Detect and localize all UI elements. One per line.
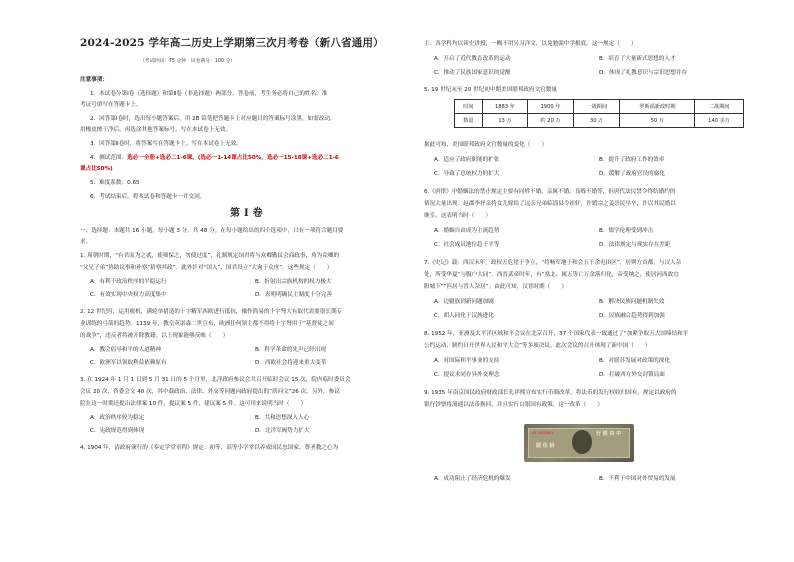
q6-stem-3: 继室。这表明当时（ ） <box>424 213 492 219</box>
q6-option-a[interactable]: A．婚姻自由成为主流趋势 <box>434 228 500 234</box>
q9-stem-2: 银行钞票将流通以法币换回，并且实行白银国有政策。这一改革（ ） <box>424 402 604 408</box>
note-4b: 课占比50%) <box>80 166 113 172</box>
q7-stem-2: 处，所受华夏“与腹户大同”。西晋武帝时年，有“塞北、属五等亡万余落归化，帝受纳之，使居河西故宜 <box>424 272 679 278</box>
q9-option-a[interactable]: A．成功阻止了经济危机的爆发 <box>434 476 511 482</box>
exam-subtitle: （考试时间：75 分钟 试卷满分：100 分） <box>140 59 236 64</box>
section-intro-1: 一、选择题：本题共 16 小题，每小题 3 分，共 48 分。在每小题给出的四个选项中，只有一项符合题目要 <box>80 228 344 234</box>
q1-option-b[interactable]: B．折射出宗族机构的权力极大 <box>255 279 332 285</box>
q9-stem-1: 9. 1935 年南京国民政府财政部长孔祥熙宣布实行币制改革，将法币的发行权收归国有，规定以政府的 <box>424 390 677 396</box>
table-row <box>455 114 744 128</box>
table-cell: 二战期间 <box>695 100 744 114</box>
q2-option-c[interactable]: C．欧洲军以领取利益依赖原有 <box>90 360 167 366</box>
q5-table <box>454 99 744 128</box>
note-5: 5．难度系数：0.65 <box>90 180 140 186</box>
q3-stem-3: 院在这一时期还提出法律案 10 件，提议案 5 件，建议案 5 件。这可用来说明当时（ ） <box>80 401 307 407</box>
q5-stem-2: 据此可知，美国联邦政府文官数量的变化（ ） <box>424 142 548 148</box>
q4-option-d[interactable]: D．体现了礼教意识与宗旧思想并存 <box>599 70 688 76</box>
q1-option-a[interactable]: A．有利于政治秩序的平稳运行 <box>90 279 167 285</box>
q5-option-d[interactable]: D．缓解了政府官员的腐化 <box>599 171 665 177</box>
q8-option-c[interactable]: C．提议求同存异外交理念 <box>434 372 500 378</box>
q3-stem-2: 会议 20 次，咨委会文 40 次，其中载政治、法律、外交等问题向政府提出的“质问文”26 次。另外，参议 <box>80 389 340 395</box>
q3-option-b[interactable]: B．共和思想深入人心 <box>255 415 310 421</box>
q4-option-c[interactable]: C．推动了民族国家意识的觉醒 <box>434 70 511 76</box>
q6-option-b[interactable]: B．儒学伦理受到冲击 <box>599 228 654 234</box>
table-cell: 约 20 万 <box>528 114 574 128</box>
note-1a: 1．本试卷分第Ⅰ卷（选择题）和第Ⅱ卷（非选择题）两部分。答卷前，考生务必将自己的姓名、准 <box>90 91 328 97</box>
q2-stem-1: 2. 12 世纪时，运用税机，满轮举措造的十字精军西欧进行抵抗，操作简易的十字弩大有取代需要很长期专 <box>80 309 343 315</box>
q5-option-a[interactable]: A．适应了政府职能的扩张 <box>434 157 500 163</box>
q7-option-a[interactable]: A．边疆族到新问题加剧 <box>434 299 494 305</box>
table-cell: 30 万 <box>573 114 620 128</box>
q5-option-b[interactable]: B．提升了政府工作的效率 <box>599 157 665 163</box>
q4-stem-1: 4. 1904 年，清政府颁行的《奏定学堂章程》规定：初等、高等小学堂以养成国民忠国家、尊圣教之心为 <box>80 445 339 451</box>
q6-option-c[interactable]: C．社会成员地位趋于平等 <box>434 242 500 248</box>
q3-option-c[interactable]: C．宪政规范得到体现 <box>90 428 145 434</box>
q2-stem-2: 业训练的弓箭的趋势。1139 年，教皇英诺森二世宣布，欧洲任何领主都不得将十字弩用于“基督徒之间 <box>80 321 334 327</box>
q2-option-d[interactable]: D．西欧社会将迎来重大变革 <box>255 360 327 366</box>
q4-option-b[interactable]: B．培育了大量新式思想的人才 <box>599 56 676 62</box>
banknote-bank-name: 行 银 央 中 <box>596 431 622 437</box>
note-2a: 2．回答第Ⅰ卷时，选出每小题答案后，用 2B 铅笔把答题卡上对应题目的答案标号涂黑。如需改动， <box>90 116 336 122</box>
q7-option-b[interactable]: B．解决民族问题机制失效 <box>599 299 665 305</box>
q1-option-d[interactable]: D．表明明确民主制度十分完善 <box>255 292 333 298</box>
table-cell: 1883 年 <box>482 100 527 114</box>
q1-stem-1: 1. 周朝时期，“有君而为之贰，使师保之，勿使过度”；礼制规定国君将与众卿勤议会商政事，角为众卿的 <box>80 253 340 259</box>
banknote-portrait <box>572 430 592 454</box>
q4-stem-2: 主；各学科均以读史讲授，一概不用另习洋文，以免勉强中学根底。这一规定（ ） <box>424 41 637 47</box>
q2-option-a[interactable]: A．教会倡导和平的人道精神 <box>90 347 161 353</box>
note-3: 3．回答第Ⅱ卷时，将答案写在答题卡上。写在本试卷上无效。 <box>90 141 242 147</box>
note-4-prefix: 4．测试范围： <box>90 155 128 161</box>
q5-option-c[interactable]: C．导致了总统权力的扩大 <box>434 171 500 177</box>
banknote-serial: AF 023961 <box>532 431 554 435</box>
table-cell: 数量 <box>455 114 483 128</box>
q7-stem-1: 7.《史记》载：西汉末年，政权五危崖于争立，“将畅军地于和会五千余屯田区”，居朔方首都，与汉人杂 <box>424 260 682 266</box>
q3-option-a[interactable]: A．政治秩序较为稳定 <box>90 415 145 421</box>
q2-option-b[interactable]: B．科学革命的先声已经出现 <box>255 347 326 353</box>
q8-option-b[interactable]: B．对联苏发展对政策的深化 <box>599 358 670 364</box>
note-4-range: 选必一全册+选必二1-6课。(选必一1-14课占比50%，选必一15-18课+选必二1-6 <box>127 155 339 161</box>
note-4a <box>90 155 339 162</box>
banknote-value: 圆 伍 拾 <box>536 443 555 449</box>
q7-option-c[interactable]: C．胡人同化于汉族进化 <box>434 313 494 319</box>
table-cell: 50 万 <box>620 114 695 128</box>
q6-stem-1: 6.《唐律》中婚姻法的禁止规定主要有同姓不婚，亲属不婚，良贱不婚等，但唐代法民禁令终结婚约的 <box>424 189 676 195</box>
q5-stem-1: 5. 19 世纪末至 20 世纪初中期美国联邦政府文官数量 <box>424 87 557 93</box>
q7-option-d[interactable]: D．民族融合趋势得到加强 <box>599 313 665 319</box>
table-cell: 140 多万 <box>695 114 744 128</box>
section-title: 第Ⅰ卷 <box>230 208 267 219</box>
banknote-image <box>524 424 634 462</box>
q2-stem-3: 的战争”，违反者将被开除教籍。以上现象能够反映（ ） <box>80 333 229 339</box>
q8-stem-1: 8. 1952 年，亚洲及太平洋区域和平会议在北京召开，37 个国家代表一致通过了“加紧争取五大国缔结和平 <box>424 331 689 337</box>
exam-title: 2024-2025 学年高二历史上学期第三次月考卷（新八省通用） <box>80 37 384 49</box>
table-cell: 罗斯福新政时期 <box>620 100 695 114</box>
note-1b: 考证号填写在答题卡上。 <box>80 102 142 108</box>
table-cell: 时间 <box>455 100 483 114</box>
table-row <box>455 100 744 114</box>
q3-stem-1: 3. 在 1924 年 1 月 1 日到 5 月 31 日的 5 个月里，北洋政府参议会共召开临时会议 15 次，院内临时委员会 <box>80 377 351 383</box>
q8-option-a[interactable]: A．对国际和平事业的支持 <box>434 358 500 364</box>
q4-option-a[interactable]: A．开启了近代教育改革的运动 <box>434 56 511 62</box>
notes-heading: 注意事项： <box>80 77 108 83</box>
q6-stem-2: 情况大量出现：赵郡李抒亲将女儿嫁给了远亲兄弟临淄县令崔轩，许婚宗之姜崇民早卒，许以其民婚以 <box>424 201 676 207</box>
q1-stem-2: “父兄子弟”协助议事和补察“猜察其政”。此外针对“国人”，国君设立“大询于众庶”。这些规定（ ） <box>80 265 333 271</box>
q3-option-d[interactable]: D．北洋军阀势力扩大 <box>255 428 310 434</box>
table-cell: 13 万 <box>482 114 527 128</box>
note-2b: 用橡皮擦干净后，再选涂其他答案标号。写在本试卷上无效。 <box>80 127 232 133</box>
q6-option-d[interactable]: D．法律规定与现实存在差距 <box>599 242 671 248</box>
table-cell: 一战期间 <box>573 100 620 114</box>
table-cell: 1900 年 <box>528 100 574 114</box>
q1-option-c[interactable]: C．有效实现中央权力高度集中 <box>90 292 167 298</box>
q8-stem-2: 公约运动，制约日开世界人民和平大会”等多项决议。此次会议的召开体现了新中国（ ） <box>424 343 651 349</box>
q8-option-d[interactable]: D．打破西方外交封锁局面 <box>599 372 665 378</box>
section-intro-2: 求。 <box>80 239 92 245</box>
q9-option-b[interactable]: B．不利于中国对外贸易的发展 <box>599 476 676 482</box>
note-6: 6．考试结束后，将本试卷和答题卡一并交回。 <box>90 194 206 200</box>
q7-stem-3: 阳城下”“匹居与晋人杂居”。由此可知，汉晋时期（ ） <box>424 284 567 290</box>
